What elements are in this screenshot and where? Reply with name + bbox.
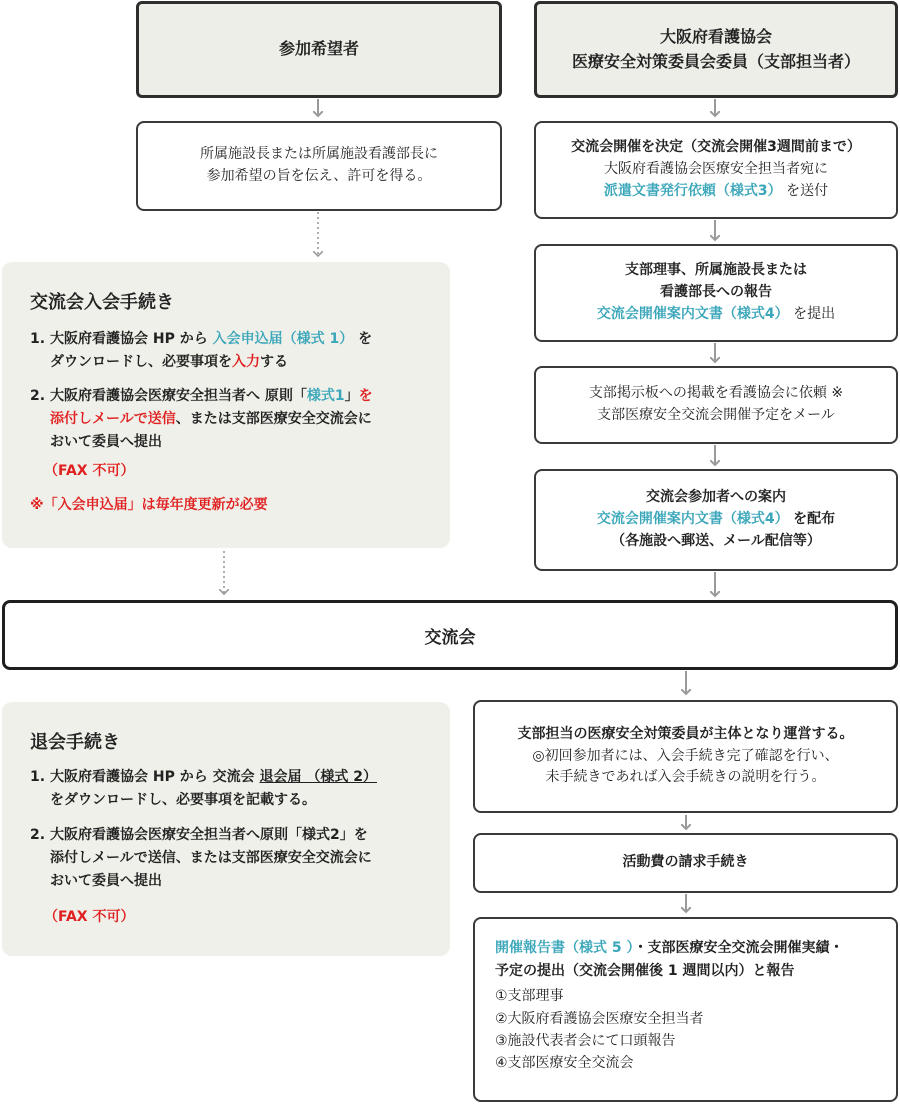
join-item-2-num: 2.	[30, 388, 46, 404]
join-item-2-red1: を	[358, 388, 373, 404]
report-line1	[495, 937, 896, 960]
join-item-2-pre: 大阪府看護協会医療安全担当者へ 原則「	[50, 388, 307, 404]
operate-box	[473, 700, 898, 813]
leave-fax-note: （FAX 不可）	[44, 909, 135, 925]
leave-item-2-line1: 大阪府看護協会医療安全担当者へ原則「様式2」を	[50, 827, 368, 843]
applicant-label: 参加希望者	[278, 39, 359, 59]
report-recipient: ①支部理事	[495, 988, 564, 1005]
operate-line3: 未手続きであれば入会手続きの説明を行う。	[545, 769, 826, 786]
report-recipient: ②大阪府看護協会医療安全担当者	[495, 1010, 704, 1027]
join-item-1-line2-post: する	[260, 354, 288, 371]
meeting-label: 交流会	[424, 627, 476, 648]
step-guide-line1: 交流会参加者への案内	[646, 489, 786, 506]
join-item-1-post: を	[358, 331, 373, 347]
step-bulletin-line2: 支部医療安全交流会開催予定をメール	[597, 407, 835, 423]
leave-item-1-line1	[50, 766, 430, 789]
leave-item-2-line3: おいて委員へ提出	[50, 873, 162, 890]
join-item-1-num: 1.	[30, 331, 46, 347]
operate-line1: 支部担当の医療安全対策委員が主体となり運営する。	[517, 725, 854, 742]
leave-item-1-pre: 大阪府看護協会 HP から 交流会	[50, 769, 260, 785]
operate-line2: ◎初回参加者には、入会手続き完了確認を行い、	[532, 747, 839, 764]
join-item-1-input: 入力	[232, 354, 260, 371]
step-report-box	[534, 244, 898, 342]
join-item-1-line2	[50, 351, 430, 374]
step-decide-line3	[604, 181, 828, 203]
report-post1: ・支部医療安全交流会開催実績・	[633, 940, 844, 956]
step-guide-box	[534, 469, 898, 571]
report-line2: 予定の提出（交流会開催後 1 週間以内）と報告	[495, 963, 795, 980]
step-report-line2: 看護部長への報告	[660, 284, 772, 301]
report-recipient: ③施設代表者会にて口頭報告	[495, 1032, 676, 1049]
committee-header-line1: 大阪府看護協会	[659, 26, 772, 46]
join-item-1	[30, 328, 430, 374]
leave-item-2	[30, 824, 430, 893]
join-item-2-line1	[50, 385, 440, 408]
committee-header-line2: 医療安全対策委員会委員（支部担当者）	[571, 51, 860, 71]
leave-procedure-panel	[2, 702, 450, 956]
join-item-1-pre: 大阪府看護協会 HP から	[50, 331, 208, 347]
step-decide-line2: 大阪府看護協会医療安全担当者宛に	[604, 161, 828, 178]
permission-box	[136, 121, 502, 211]
leave-item-2-line2: 添付しメールで送信、または支部医療安全交流会に	[50, 850, 372, 867]
join-item-2	[30, 385, 440, 454]
step-guide-post: を配布	[793, 511, 836, 528]
leave-item-1	[30, 766, 430, 812]
leave-title: 退会手続き	[30, 732, 120, 753]
join-item-2-red2: 添付しメールで送信	[50, 411, 176, 428]
form4-guide-link: 交流会開催案内文書（様式4）	[596, 511, 789, 528]
form1-ref: 様式1	[306, 388, 345, 404]
report-recipient: ④支部医療安全交流会	[495, 1055, 634, 1072]
form4-link: 交流会開催案内文書（様式4）	[596, 305, 789, 322]
billing-box	[473, 833, 898, 893]
join-item-2-post2: 、または支部医療安全交流会に	[175, 411, 372, 428]
report-box	[473, 917, 898, 1102]
form1-link: 入会申込届（様式 1）	[212, 331, 354, 347]
step-bulletin-line1: 支部掲示板への掲載を看護協会に依頼 ※	[588, 385, 844, 402]
step-decide-box	[534, 121, 898, 219]
step-guide-line3: （各施設へ郵送、メール配信等）	[611, 532, 821, 549]
leave-item-1-num: 1.	[30, 769, 46, 785]
form3-link: 派遣文書発行依頼（様式3）	[603, 182, 782, 199]
committee-header	[534, 1, 898, 98]
permission-line1: 所属施設長または所属施設看護部長に	[200, 146, 438, 163]
join-item-2-line2	[50, 408, 440, 431]
join-item-2-mid: 」	[344, 388, 359, 404]
form2-link: 退会届 （様式 2）	[259, 769, 377, 785]
leave-item-1-line2: をダウンロードし、必要事項を記載する。	[50, 792, 316, 809]
step-decide-post: を送付	[786, 182, 829, 199]
step-decide-line1: 交流会開催を決定（交流会開催3週間前まで）	[571, 139, 861, 156]
join-title: 交流会入会手続き	[30, 292, 174, 313]
join-procedure-panel	[2, 262, 450, 548]
join-item-1-line2-pre: ダウンロードし、必要事項を	[50, 354, 232, 371]
billing-label: 活動費の請求手続き	[622, 854, 749, 871]
join-item-1-line1	[50, 328, 430, 351]
form5-link: 開催報告書（様式 5 ）	[495, 940, 634, 956]
applicant-header	[136, 1, 502, 98]
meeting-bar	[2, 600, 898, 670]
step-report-post: を提出	[793, 305, 836, 322]
join-renewal-note: ※「入会申込届」は毎年度更新が必要	[30, 497, 268, 513]
step-report-line3	[597, 304, 835, 326]
join-item-2-line3: おいて委員へ提出	[50, 434, 162, 451]
permission-line2: 参加希望の旨を伝え、許可を得る。	[206, 168, 432, 184]
step-bulletin-box	[534, 366, 898, 444]
step-guide-line2	[597, 509, 835, 531]
leave-item-2-num: 2.	[30, 827, 46, 843]
report-recipients-list	[495, 985, 896, 1075]
join-fax-note: （FAX 不可）	[44, 463, 135, 479]
step-report-line1: 支部理事、所属施設長または	[625, 262, 807, 279]
